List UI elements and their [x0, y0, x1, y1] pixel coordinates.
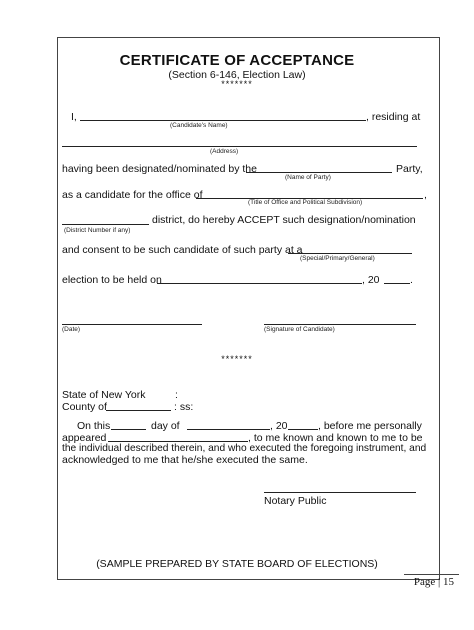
candidate-name-field[interactable] — [80, 120, 366, 121]
address-field[interactable] — [62, 146, 417, 147]
signature-field[interactable] — [264, 324, 416, 325]
stars-divider-mid: ******* — [221, 354, 253, 364]
line3-prefix: having been designated/nominated by the — [62, 163, 257, 175]
page-number: Page | 15 — [413, 576, 454, 588]
date-hint: (Date) — [62, 326, 81, 333]
form-title: CERTIFICATE OF ACCEPTANCE — [119, 52, 355, 69]
date-field[interactable] — [62, 324, 202, 325]
notary-day-field[interactable] — [111, 429, 146, 430]
notary-on-this: On this — [77, 420, 111, 432]
party-name-hint: (Name of Party) — [285, 174, 331, 181]
election-year-field[interactable] — [384, 283, 410, 284]
notary-text-line3: the individual described therein, and who executed the foregoing instrument, and — [62, 443, 427, 454]
notary-ss: : ss: — [174, 401, 194, 413]
sample-note: (SAMPLE PREPARED BY STATE BOARD OF ELECTIONS) — [96, 558, 378, 570]
candidate-name-hint: (Candidate's Name) — [170, 122, 228, 129]
line4-prefix: as a candidate for the office of — [62, 189, 203, 201]
line6-prefix: and consent to be such candidate of such party at a — [62, 244, 303, 256]
line4-suffix: , — [424, 189, 427, 201]
notary-appeared: appeared — [62, 432, 107, 444]
notary-year-field[interactable] — [288, 429, 318, 430]
line3-suffix: Party, — [396, 163, 423, 175]
line7-prefix: election to be held on — [62, 274, 162, 286]
notary-state: State of New York — [62, 389, 146, 401]
notary-before: , before me personally — [318, 420, 422, 432]
form-subtitle: (Section 6-146, Election Law) — [168, 69, 306, 81]
election-type-field[interactable] — [288, 253, 412, 254]
address-hint: (Address) — [210, 148, 239, 155]
party-name-field[interactable] — [246, 172, 392, 173]
line7-year-label: , 20 — [362, 274, 380, 286]
page-footer-rule — [404, 574, 459, 575]
notary-county-field[interactable] — [106, 410, 171, 411]
line5-suffix: district, do hereby ACCEPT such designation/nomination — [152, 214, 416, 226]
district-number-field[interactable] — [62, 224, 149, 225]
line7-end: . — [410, 274, 413, 286]
notary-text-line4: acknowledged to me that he/she executed the same. — [62, 454, 308, 466]
notary-appeared-field[interactable] — [108, 441, 248, 442]
notary-state-colon: : — [175, 389, 178, 401]
notary-year-label: , 20 — [270, 420, 288, 432]
notary-day-of: day of — [151, 420, 180, 432]
notary-known: , to me known and known to me to be — [248, 432, 423, 444]
notary-public-label: Notary Public — [264, 495, 327, 507]
notary-county-label: County of — [62, 401, 107, 413]
signature-hint: (Signature of Candidate) — [264, 326, 335, 333]
election-type-hint: (Special/Primary/General) — [300, 255, 375, 262]
office-title-hint: (Title of Office and Political Subdivision) — [248, 199, 363, 206]
district-number-hint: (District Number if any) — [64, 227, 131, 234]
notary-month-field[interactable] — [187, 429, 270, 430]
election-date-field[interactable] — [157, 283, 362, 284]
line1-suffix: , residing at — [366, 111, 421, 123]
notary-signature-field[interactable] — [264, 492, 416, 493]
stars-divider-top: ******* — [221, 79, 253, 89]
line1-prefix: I, — [71, 111, 77, 123]
